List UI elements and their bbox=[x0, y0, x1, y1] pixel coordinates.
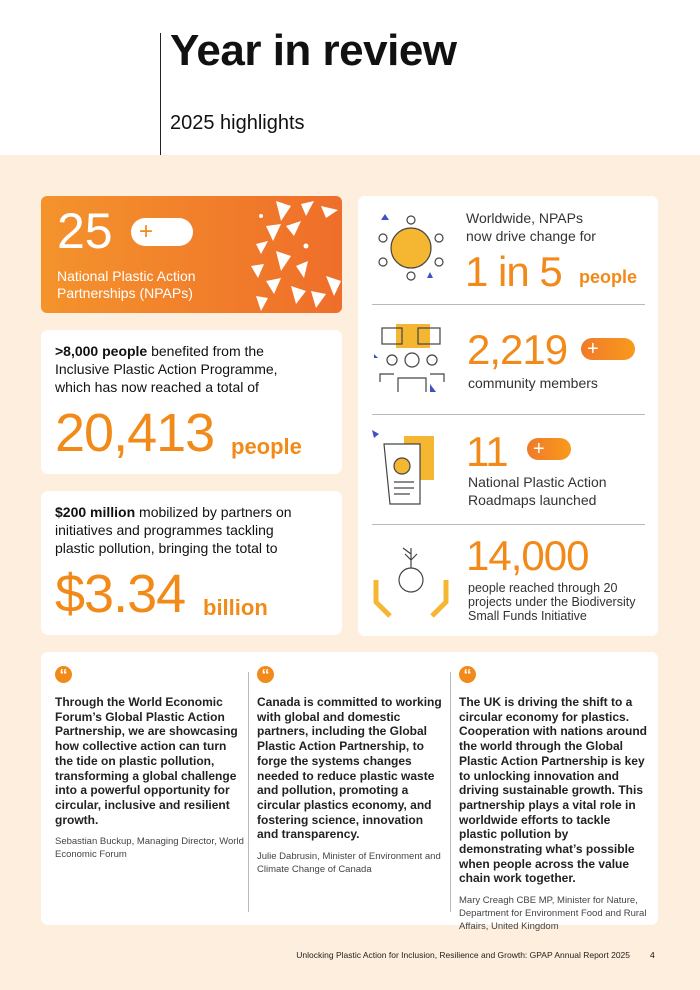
document-chart-icon bbox=[370, 428, 444, 512]
quote-text: Through the World Economic Forum’s Global Plastic Action Partnership, we are showcasing how collective action can turn the tide on plastic pollution, transforming a global challenge into a powerful opportunity for circular, inclusive and resilient growth. bbox=[55, 695, 238, 827]
stat-roadmaps-label: National Plastic Action Roadmaps launched bbox=[468, 474, 607, 508]
quote-wef bbox=[55, 666, 245, 861]
header-divider bbox=[160, 33, 161, 155]
plus-icon: + bbox=[139, 218, 154, 245]
globe-people-icon bbox=[375, 212, 447, 284]
quote-icon: “ bbox=[257, 666, 274, 683]
page-title: Year in review bbox=[170, 26, 457, 75]
divider bbox=[372, 304, 645, 305]
beneficiaries-value: 20,413 bbox=[55, 403, 215, 463]
stat-community-value: 2,219 bbox=[467, 326, 568, 373]
quote-text: The UK is driving the shift to a circular economy for plastics. Cooperation with nations around the world through the Global Plastic Action Partnership is key to unlocking innovation and driving sustainable growth. This partnership plays a vital role in worldwide efforts to tackle plastic pollution by demonstrating what’s possible when people across the value chain work together. bbox=[459, 695, 647, 886]
stat-reach-unit: people bbox=[579, 267, 638, 287]
page-subtitle: 2025 highlights bbox=[170, 112, 305, 134]
hands-earth-icon bbox=[372, 540, 450, 618]
npaps-card bbox=[41, 196, 342, 313]
quote-icon: “ bbox=[459, 666, 476, 683]
quote-canada bbox=[257, 666, 447, 876]
stat-biodiversity-value: 14,000 bbox=[466, 532, 589, 579]
plus-icon: + bbox=[587, 338, 599, 360]
divider bbox=[248, 672, 249, 912]
beneficiaries-text: >8,000 people benefited from the Inclusive Plastic Action Programme, which has now reached a total of bbox=[55, 343, 278, 395]
footer-text: Unlocking Plastic Action for Inclusion, Resilience and Growth: GPAP Annual Report 2025 bbox=[296, 950, 630, 960]
plus-icon: + bbox=[533, 438, 545, 460]
stat-biodiversity-label: people reached through 20 projects under the Biodiversity Small Funds Initiative bbox=[468, 581, 636, 623]
funding-text: $200 million mobilized by partners on initiatives and programmes tackling plastic pollution, bringing the total to bbox=[55, 504, 292, 556]
plus-badge bbox=[581, 338, 635, 360]
npaps-value: 25 bbox=[57, 203, 113, 259]
beneficiaries-card bbox=[41, 330, 342, 474]
quote-text: Canada is committed to working with global and domestic partners, including the Global Plastic Action Partnership, to forge the systems changes needed to reduce plastic waste and pollution, promoting a circular plastics economy, and fostering science, innovation and transparency. bbox=[257, 695, 442, 842]
confetti-triangles-icon bbox=[246, 196, 342, 313]
page-number: 4 bbox=[650, 950, 655, 960]
funding-value: $3.34 bbox=[55, 564, 186, 624]
stat-reach-value: 1 in 5 bbox=[465, 248, 562, 295]
divider bbox=[450, 672, 451, 912]
quote-author: Mary Creagh CBE MP, Minister for Nature, Department for Environment Food and Rural Affairs, United Kingdom bbox=[459, 895, 647, 933]
npaps-label: National Plastic Action Partnerships (NPAPs) bbox=[57, 268, 196, 301]
community-icon bbox=[372, 322, 448, 398]
plus-badge bbox=[527, 438, 571, 460]
stat-roadmaps-value: 11 bbox=[466, 428, 508, 475]
funding-card bbox=[41, 491, 342, 635]
quote-icon: “ bbox=[55, 666, 72, 683]
quote-uk bbox=[459, 666, 649, 933]
divider bbox=[372, 414, 645, 415]
quote-author: Julie Dabrusin, Minister of Environment and Climate Change of Canada bbox=[257, 851, 441, 876]
plus-badge bbox=[131, 218, 193, 246]
beneficiaries-unit: people bbox=[231, 434, 302, 459]
stat-reach-text: Worldwide, NPAPs now drive change for bbox=[466, 210, 596, 244]
divider bbox=[372, 524, 645, 525]
stat-community-label: community members bbox=[468, 375, 598, 391]
funding-unit: billion bbox=[203, 595, 268, 620]
quote-author: Sebastian Buckup, Managing Director, World Economic Forum bbox=[55, 836, 244, 861]
